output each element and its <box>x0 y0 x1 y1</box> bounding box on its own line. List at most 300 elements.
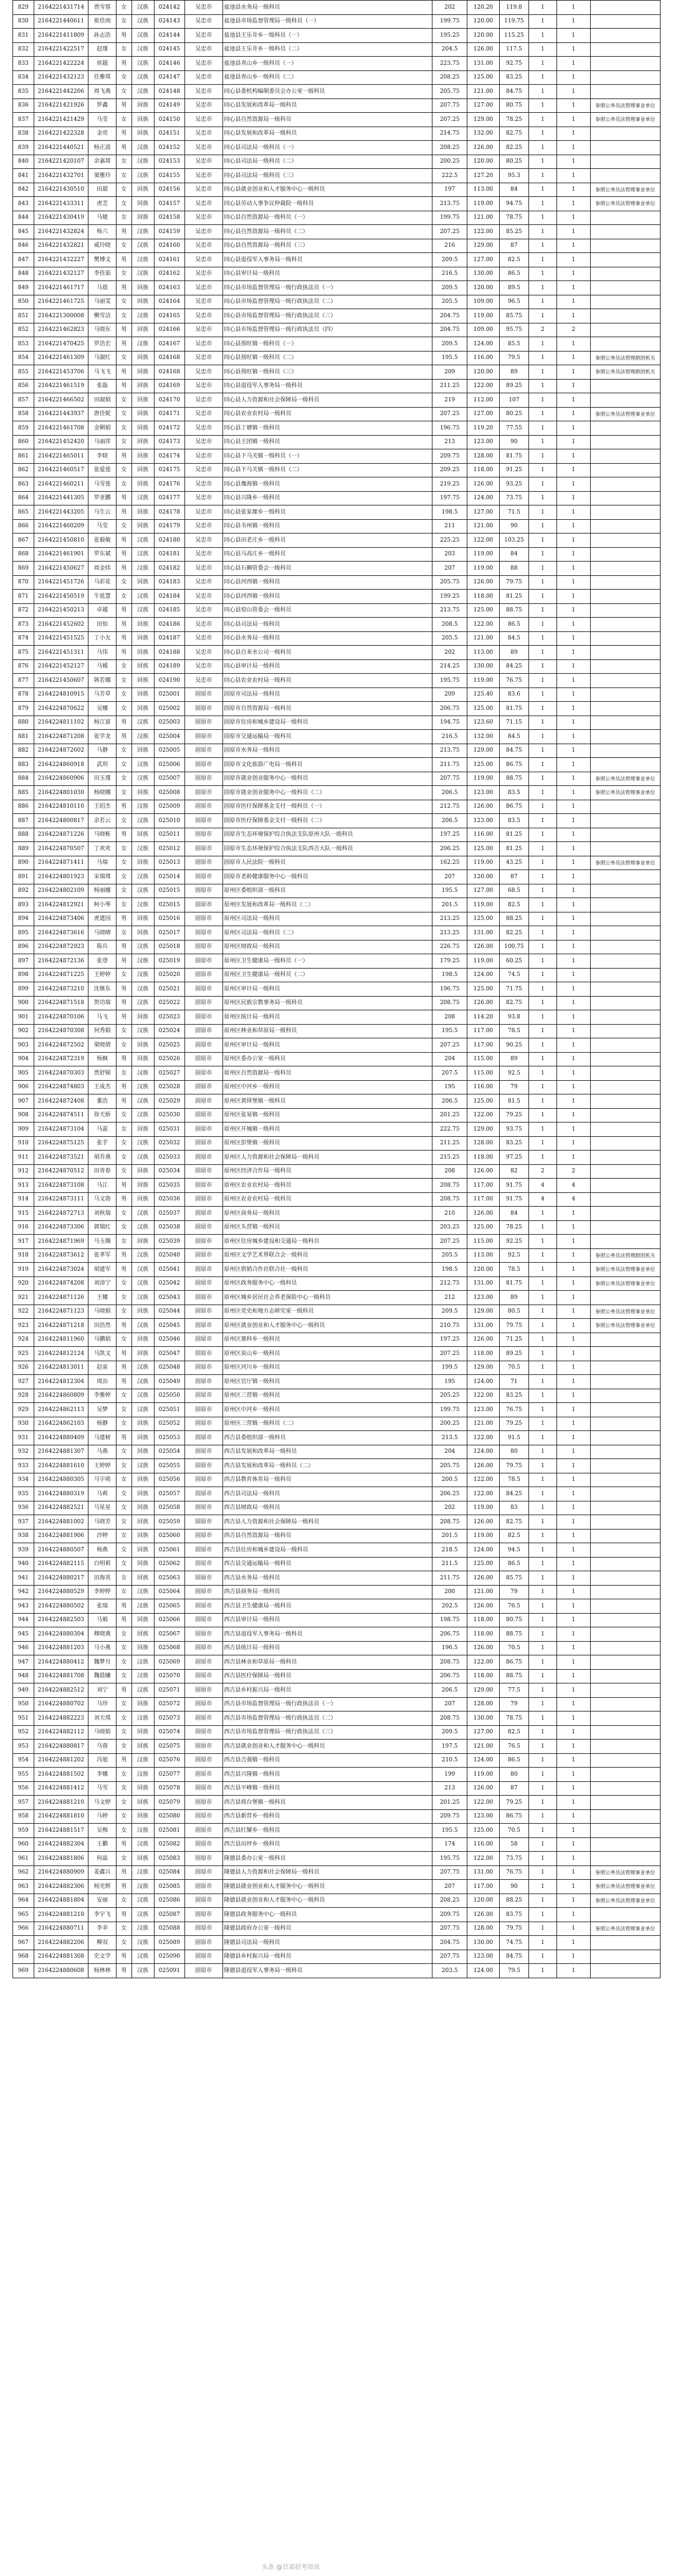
table-cell: 2164224860918 <box>34 758 88 772</box>
table-cell: 男 <box>117 618 132 632</box>
table-cell: 回族 <box>131 323 154 337</box>
table-cell: 参照公务员法管理事业单位 <box>590 98 660 113</box>
table-cell: 西吉县就业创业和人才服务中心一级科员 <box>222 1740 432 1754</box>
table-cell: 1 <box>556 155 590 169</box>
table-cell: 1 <box>528 379 556 393</box>
table-cell: 男 <box>117 1080 132 1094</box>
table-cell: 025009 <box>154 800 184 814</box>
table-cell <box>590 1389 660 1403</box>
table-cell <box>590 1487 660 1501</box>
table-row <box>13 1641 661 1655</box>
table-cell: 原州区人力资源和社会保障局一级科员 <box>222 1151 432 1165</box>
table-cell: 女 <box>117 1501 132 1515</box>
table-cell: 857 <box>13 393 34 408</box>
table-cell: 120.00 <box>467 365 500 380</box>
table-cell: 周飞燕 <box>88 85 117 99</box>
table-cell: 226.75 <box>432 940 467 954</box>
table-cell: 83.6 <box>499 687 528 702</box>
table-cell: 1 <box>528 14 556 29</box>
table-cell: 117.00 <box>467 1179 500 1193</box>
table-cell: 董浩 <box>88 1094 117 1109</box>
table-cell: 马珍 <box>88 1697 117 1712</box>
table-cell: 97.25 <box>499 1151 528 1165</box>
table-cell: 回族 <box>131 183 154 197</box>
table-cell: 盐池县王乐井乡一级科员（二） <box>222 42 432 57</box>
table-cell: 固原市 <box>184 1543 222 1558</box>
table-cell: 原州区商务局一级科员 <box>222 1207 432 1221</box>
table-cell: 原州区三营镇一级科员（二） <box>222 1417 432 1431</box>
table-cell: 马晓栋 <box>88 828 117 842</box>
table-cell: 129.00 <box>467 1123 500 1137</box>
table-cell <box>590 1515 660 1530</box>
table-cell: 固原市 <box>184 1557 222 1571</box>
table-cell: 120.00 <box>467 870 500 884</box>
table-cell: 回族 <box>131 1431 154 1445</box>
table-cell: 025056 <box>154 1473 184 1487</box>
table-cell: 78.25 <box>499 1220 528 1235</box>
table-cell: 汉族 <box>131 491 154 505</box>
table-cell: 927 <box>13 1375 34 1389</box>
table-cell: 207.75 <box>432 772 467 786</box>
table-cell: 固原市住房和城乡建设局一级科员 <box>222 716 432 730</box>
table-cell: 123.00 <box>467 435 500 449</box>
table-cell: 94.75 <box>499 197 528 211</box>
table-cell: 杨丽娜 <box>88 884 117 898</box>
table-cell: 原州区文学艺术界联合会一级科员 <box>222 1248 432 1263</box>
table-cell: 吴忠市 <box>184 183 222 197</box>
table-cell: 张登 <box>88 954 117 969</box>
table-cell: 2164224880711 <box>34 1922 88 1936</box>
table-cell: 1 <box>556 968 590 982</box>
table-cell: 1 <box>528 1389 556 1403</box>
table-cell: 83.25 <box>499 1389 528 1403</box>
table-cell: 1 <box>528 197 556 211</box>
table-cell: 1 <box>528 758 556 772</box>
table-cell: 1 <box>556 1557 590 1571</box>
table-cell: 025070 <box>154 1669 184 1683</box>
table-cell: 1 <box>528 1641 556 1655</box>
table-cell: 1 <box>556 814 590 828</box>
table-cell: 同心县丁塘镇一级科员 <box>222 421 432 436</box>
table-cell: 原州区审计局一级科员 <box>222 982 432 997</box>
table-cell: 125.00 <box>467 982 500 997</box>
table-cell: 1 <box>528 1627 556 1642</box>
table-cell: 固原市 <box>184 772 222 786</box>
table-cell <box>590 1403 660 1417</box>
table-cell: 206.5 <box>432 1683 467 1698</box>
table-cell: 199 <box>432 1768 467 1782</box>
table-cell: 张芋 <box>88 1136 117 1151</box>
table-cell: 回族 <box>131 1417 154 1431</box>
table-cell: 1 <box>528 1220 556 1235</box>
table-cell: 1 <box>556 687 590 702</box>
table-cell: 1 <box>528 1796 556 1810</box>
table-cell: 男 <box>117 337 132 352</box>
table-cell: 1 <box>556 800 590 814</box>
table-cell: 846 <box>13 239 34 253</box>
table-cell: 固原市 <box>184 954 222 969</box>
table-cell: 025040 <box>154 1248 184 1263</box>
table-cell: 024155 <box>154 169 184 183</box>
table-cell: 1 <box>556 996 590 1010</box>
table-cell: 女 <box>117 1712 132 1726</box>
table-cell: 固原市 <box>184 1683 222 1698</box>
table-cell: 女 <box>117 786 132 800</box>
table-cell: 女 <box>117 1824 132 1838</box>
table-cell: 126.00 <box>467 1641 500 1655</box>
table-cell: 参照公务员法管理事业单位 <box>590 1276 660 1291</box>
table-cell <box>590 1207 660 1221</box>
table-cell: 025006 <box>154 758 184 772</box>
table-cell: 刘秋瑞 <box>88 1207 117 1221</box>
table-cell: 84 <box>499 547 528 562</box>
table-cell: 固原市 <box>184 1768 222 1782</box>
table-row <box>13 1389 661 1403</box>
table-cell: 2164224802109 <box>34 884 88 898</box>
table-cell: 959 <box>13 1824 34 1838</box>
table-cell: 1 <box>556 407 590 421</box>
table-cell: 2164224870106 <box>34 1010 88 1025</box>
table-cell: 207 <box>432 870 467 884</box>
table-cell: 2164221411809 <box>34 29 88 43</box>
table-cell: 119.00 <box>467 772 500 786</box>
table-cell: 025051 <box>154 1403 184 1417</box>
table-cell: 杨燕 <box>88 1543 117 1558</box>
table-cell: 119.8 <box>499 1 528 15</box>
table-cell: 79.25 <box>499 1796 528 1810</box>
table-cell: 固原市 <box>184 1066 222 1081</box>
table-cell: 回族 <box>131 1641 154 1655</box>
table-cell: 固原市 <box>184 1697 222 1712</box>
table-cell: 白明莉 <box>88 1557 117 1571</box>
table-cell: 195.5 <box>432 351 467 365</box>
table-row <box>13 1936 661 1950</box>
table-cell: 吴忠市 <box>184 57 222 71</box>
table-cell: 固原市生态环境保护综合执法支队原州大队一级科员 <box>222 828 432 842</box>
table-cell: 1 <box>528 898 556 912</box>
table-cell: 汉族 <box>131 968 154 982</box>
table-cell: 78.5 <box>499 1263 528 1277</box>
table-cell: 206.75 <box>432 1627 467 1642</box>
table-cell <box>590 996 660 1010</box>
table-cell: 西吉县教育体育局一级科员 <box>222 1473 432 1487</box>
table-cell: 1 <box>528 309 556 323</box>
table-row <box>13 393 661 408</box>
table-cell: 原州区开城镇一级科员 <box>222 1123 432 1137</box>
table-cell: 1 <box>528 1136 556 1151</box>
table-cell: 897 <box>13 954 34 969</box>
table-cell: 125.00 <box>467 842 500 856</box>
table-cell: 78.5 <box>499 1473 528 1487</box>
table-cell: 831 <box>13 29 34 43</box>
table-cell: 118.00 <box>467 463 500 477</box>
table-cell <box>590 659 660 674</box>
table-row <box>13 1179 661 1193</box>
table-cell: 回族 <box>131 659 154 674</box>
table-cell: 汉族 <box>131 1403 154 1417</box>
table-cell: 2164221451726 <box>34 575 88 590</box>
table-cell: 119.00 <box>467 197 500 211</box>
table-cell: 杨江富 <box>88 716 117 730</box>
table-row <box>13 1123 661 1137</box>
table-cell <box>590 1529 660 1543</box>
table-cell <box>590 1613 660 1627</box>
table-cell: 沈继东 <box>88 982 117 997</box>
table-cell: 91.75 <box>499 1192 528 1207</box>
table-cell: 115.00 <box>467 1066 500 1081</box>
table-cell: 2164224873521 <box>34 1151 88 1165</box>
table-cell: 参照公务员法管理群团机关 <box>590 351 660 365</box>
table-cell: 马凯文 <box>88 1347 117 1361</box>
table-cell: 马丽雯 <box>88 295 117 309</box>
table-cell: 汉族 <box>131 1094 154 1109</box>
table-cell: 1 <box>528 435 556 449</box>
table-cell: 隆德县政务服务中心一级科员 <box>222 1908 432 1922</box>
table-cell <box>590 323 660 337</box>
table-row <box>13 1753 661 1768</box>
table-cell: 固原市 <box>184 1207 222 1221</box>
table-cell: 77.55 <box>499 421 528 436</box>
table-cell: 1 <box>528 1852 556 1866</box>
table-cell: 1 <box>528 505 556 520</box>
table-cell: 849 <box>13 281 34 295</box>
table-cell: 79.75 <box>499 1922 528 1936</box>
table-cell: 225.25 <box>432 534 467 548</box>
table-cell: 024164 <box>154 295 184 309</box>
table-cell: 1 <box>556 575 590 590</box>
table-cell: 928 <box>13 1389 34 1403</box>
table-cell: 025007 <box>154 772 184 786</box>
table-cell: 女 <box>117 1333 132 1347</box>
table-cell: 1 <box>556 744 590 758</box>
table-cell: 女 <box>117 1123 132 1137</box>
table-cell: 025043 <box>154 1291 184 1305</box>
table-cell: 汉族 <box>131 70 154 85</box>
table-cell: 吴忠市 <box>184 337 222 352</box>
table-cell: 71 <box>499 1375 528 1389</box>
table-cell: 马彩花 <box>88 575 117 590</box>
table-cell: 113.00 <box>467 646 500 660</box>
table-cell: 2164224812304 <box>34 1375 88 1389</box>
table-cell: 1 <box>556 1459 590 1473</box>
table-cell: 122.00 <box>467 1655 500 1670</box>
table-cell: 马瑞 <box>88 856 117 870</box>
table-cell: 879 <box>13 702 34 716</box>
table-cell: 129.00 <box>467 1361 500 1375</box>
table-cell: 2164224882223 <box>34 1712 88 1726</box>
table-cell: 吴忠市 <box>184 590 222 604</box>
table-cell: 回族 <box>131 674 154 688</box>
table-cell: 886 <box>13 800 34 814</box>
table-cell: 2164221443205 <box>34 505 88 520</box>
table-cell: 117.00 <box>467 1880 500 1894</box>
table-cell: 参照公务员法管理事业单位 <box>590 1880 660 1894</box>
table-cell: 汉族 <box>131 1950 154 1964</box>
table-cell: 周金炜 <box>88 562 117 576</box>
table-cell: 马毅 <box>88 1613 117 1627</box>
table-cell: 1 <box>528 1894 556 1908</box>
table-cell: 880 <box>13 716 34 730</box>
table-cell: 2164224881810 <box>34 1809 88 1824</box>
table-cell: 固原市 <box>184 968 222 982</box>
table-cell: 汉族 <box>131 1024 154 1038</box>
table-cell: 西吉县审计局一级科员 <box>222 1613 432 1627</box>
table-cell: 2164221432701 <box>34 169 88 183</box>
table-cell: 1 <box>556 1123 590 1137</box>
table-cell: 固原市 <box>184 1922 222 1936</box>
table-cell: 固原市医疗保障基金支付一级科员（二） <box>222 814 432 828</box>
table-cell: 1 <box>528 1824 556 1838</box>
table-cell: 女 <box>117 870 132 884</box>
table-cell: 男 <box>117 1248 132 1263</box>
table-cell: 953 <box>13 1740 34 1754</box>
table-cell: 刘天琪 <box>88 1712 117 1726</box>
table-cell: 1 <box>528 814 556 828</box>
table-row <box>13 1964 661 1978</box>
table-row <box>13 323 661 337</box>
table-cell: 84 <box>499 183 528 197</box>
table-cell: 回族 <box>131 1852 154 1866</box>
table-cell: 025085 <box>154 1880 184 1894</box>
table-cell: 男 <box>117 379 132 393</box>
table-cell: 1 <box>528 57 556 71</box>
table-cell: 89 <box>499 646 528 660</box>
table-cell: 隆德县政府办公室一级科员 <box>222 1922 432 1936</box>
table-cell: 214.25 <box>432 659 467 674</box>
table-cell: 2164224871123 <box>34 1305 88 1319</box>
table-cell: 回族 <box>131 449 154 464</box>
table-row <box>13 197 661 211</box>
table-cell: 1 <box>528 42 556 57</box>
table-cell: 025032 <box>154 1136 184 1151</box>
table-cell: 吴忠市 <box>184 435 222 449</box>
table-cell: 196.5 <box>432 1641 467 1655</box>
table-cell: 男 <box>117 225 132 239</box>
table-cell: 1 <box>556 1136 590 1151</box>
table-cell: 025071 <box>154 1683 184 1698</box>
table-row <box>13 1824 661 1838</box>
table-cell: 131.00 <box>467 926 500 941</box>
table-row <box>13 113 661 127</box>
table-cell: 77.5 <box>499 1683 528 1698</box>
table-cell: 1 <box>528 1305 556 1319</box>
table-cell: 史文学 <box>88 1950 117 1964</box>
table-row <box>13 155 661 169</box>
table-cell: 姜鑫兴 <box>88 1865 117 1880</box>
table-cell <box>590 85 660 99</box>
table-cell: 1 <box>528 1740 556 1754</box>
table-cell: 209 <box>432 365 467 380</box>
table-cell: 915 <box>13 1207 34 1221</box>
table-cell: 固原市自然资源局一级科员 <box>222 702 432 716</box>
table-cell: 原州区林业和草原局一级科员 <box>222 1024 432 1038</box>
table-cell: 208 <box>432 1164 467 1179</box>
table-cell: 118.00 <box>467 1627 500 1642</box>
table-cell: 81.75 <box>499 1276 528 1291</box>
table-cell: 吴忠市 <box>184 351 222 365</box>
table-row <box>13 1880 661 1894</box>
table-cell: 1 <box>528 183 556 197</box>
table-cell: 944 <box>13 1613 34 1627</box>
table-cell: 025082 <box>154 1837 184 1852</box>
table-cell: 吴忠市 <box>184 197 222 211</box>
table-cell: 1 <box>556 1 590 15</box>
table-cell: 900 <box>13 996 34 1010</box>
table-cell: 1 <box>528 477 556 492</box>
table-cell: 同心县河西镇一级科员 <box>222 590 432 604</box>
table-cell: 025075 <box>154 1740 184 1754</box>
table-cell: 113.00 <box>467 1248 500 1263</box>
table-cell: 王鹏 <box>88 1837 117 1852</box>
table-cell: 213.75 <box>432 197 467 211</box>
table-cell: 199.5 <box>432 1361 467 1375</box>
table-cell: 吴忠市 <box>184 449 222 464</box>
table-cell: 参照公务员法管理事业单位 <box>590 1263 660 1277</box>
table-cell: 马婕 <box>88 211 117 225</box>
table-cell: 213.25 <box>432 912 467 926</box>
table-cell: 1 <box>528 253 556 267</box>
table-cell: 沙婷 <box>88 1529 117 1543</box>
table-cell: 902 <box>13 1024 34 1038</box>
table-cell: 025054 <box>154 1445 184 1459</box>
table-cell: 201.5 <box>432 1529 467 1543</box>
table-cell: 1 <box>556 113 590 127</box>
table-cell: 2164224871225 <box>34 968 88 982</box>
table-cell: 894 <box>13 912 34 926</box>
table-cell: 女 <box>117 14 132 29</box>
table-cell: 男 <box>117 1599 132 1614</box>
table-cell: 91.75 <box>499 1179 528 1193</box>
table-cell: 固原市 <box>184 800 222 814</box>
table-cell: 同心县市场监督管理局一级行政执法员（四） <box>222 323 432 337</box>
table-cell: 汉族 <box>131 1824 154 1838</box>
table-cell: 119.00 <box>467 547 500 562</box>
table-cell: 固原市 <box>184 1052 222 1066</box>
table-cell: 216.5 <box>432 267 467 281</box>
table-row <box>13 562 661 576</box>
table-cell: 参照公务员法管理事业单位 <box>590 113 660 127</box>
table-cell <box>590 1599 660 1614</box>
table-cell: 123.00 <box>467 814 500 828</box>
table-cell: 2164224881210 <box>34 1796 88 1810</box>
table-row <box>13 1809 661 1824</box>
table-cell: 126.00 <box>467 1333 500 1347</box>
table-cell: 原州区寨科乡一级科员 <box>222 1333 432 1347</box>
table-cell: 92.75 <box>499 57 528 71</box>
table-cell: 68.5 <box>499 884 528 898</box>
table-cell: 1 <box>556 1235 590 1249</box>
table-cell: 025050 <box>154 1389 184 1403</box>
table-cell: 固原市 <box>184 1809 222 1824</box>
table-cell: 896 <box>13 940 34 954</box>
table-cell: 隆德县就业创业和人才服务中心一级科员 <box>222 1880 432 1894</box>
table-cell: 71.15 <box>499 716 528 730</box>
table-cell <box>590 1361 660 1375</box>
table-cell: 125.00 <box>467 603 500 618</box>
table-cell <box>590 1768 660 1782</box>
table-cell: 024177 <box>154 491 184 505</box>
table-cell: 2164221451525 <box>34 631 88 646</box>
table-cell: 吴忠市 <box>184 631 222 646</box>
table-cell: 汉族 <box>131 954 154 969</box>
table-cell: 1 <box>556 519 590 534</box>
table-cell <box>590 716 660 730</box>
table-cell: 70.5 <box>499 1641 528 1655</box>
table-cell: 121.00 <box>467 85 500 99</box>
table-cell: 吴忠市 <box>184 253 222 267</box>
table-cell: 946 <box>13 1641 34 1655</box>
table-cell: 汉族 <box>131 562 154 576</box>
